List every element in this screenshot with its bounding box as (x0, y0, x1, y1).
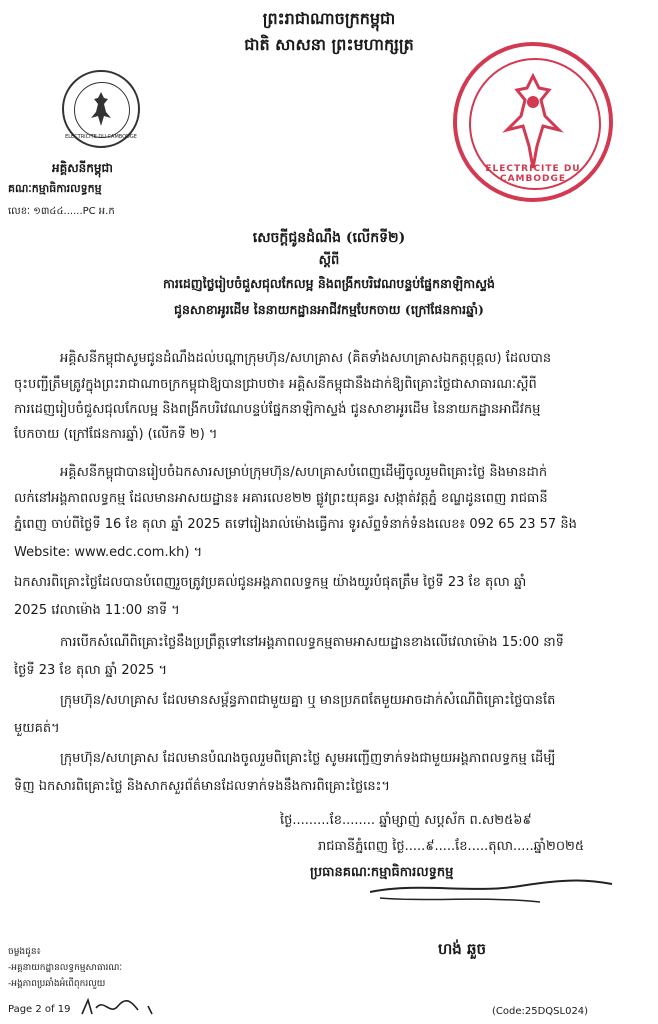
cc-title: ចម្លងជូន៖ (8, 947, 41, 957)
paragraph-2-line-1: អគ្គិសនីកម្ពុជាបានរៀបចំឯកសារសម្រាប់ក្រុមហ៊ុន/សហគ្រាសបំពេញដើម្បីចូលរួមពិគ្រោះថ្លៃ និងមានដាក់ (60, 465, 548, 480)
paragraph-6-line-1: ក្រុមហ៊ុន/សហគ្រាស ដែលមានបំណងចូលរួមពិគ្រោះថ្លៃ សូមអញ្ជើញទាក់ទងជាមួយអង្គភាពលទ្ធកម្ម ដើម្បី (60, 751, 556, 766)
cc-line-1: -អគ្គនាយកដ្ឋានលទ្ធកម្មសាធារណៈ (8, 963, 123, 973)
cc-line-2: -អង្គភាពប្រឆាំងអំពើពុករលួយ (8, 979, 106, 989)
solar-date: រាជធានីភ្នំពេញ ថ្ងៃ.....៩.....ខែ.....តុលា.....ឆ្នាំ២០២៥ (318, 839, 585, 854)
paragraph-1-line-3: ការដេញរៀបចំជួសជុលកែលម្អ និងពង្រីកបរិវេណបន្ទប់ផ្នែកនាឡិកាស្ទង់ ជូនសាខាអូរដើម នៃនាយកដ្ឋានអាជីវកម្ម (14, 402, 541, 417)
seal-logo-text: ELECTRICITE DU CAMBODGE (65, 134, 137, 140)
paragraph-3-line-1: ឯកសារពិគ្រោះថ្លៃដែលបានបំពេញរួចត្រូវប្រគល់ជូនអង្គភាពលទ្ធកម្ម យ៉ាងយូរបំផុតត្រឹម ថ្ងៃទី 23 ខែ តុលា ឆ្នាំ (14, 575, 527, 590)
page-number: Page 2 of 19 (8, 1004, 71, 1015)
edc-seal-logo (62, 70, 140, 148)
notice-subject-line2: ជូនសាខាអូរដើម នៃនាយកដ្ឋានអាជីវកម្មបែកចាយ (ក្រៅផែនការឆ្នាំ) (174, 302, 484, 317)
notice-subject-line1: ការដេញថ្លៃរៀបចំជួសជុលកែលម្អ និងពង្រីកបរិវេណបន្ទប់ផ្នែកនាឡិកាស្ទង់ (163, 276, 495, 291)
apsara-figure-icon (86, 90, 116, 128)
edc-official-stamp (453, 42, 613, 202)
paragraph-1-line-4: បែកចាយ (ក្រៅផែនការឆ្នាំ) (លើកទី ២) ។ (14, 427, 218, 442)
notice-subject-label: ស្ដីពី (318, 253, 340, 268)
national-motto: ជាតិ សាសនា ព្រះមហាក្សត្រ (244, 35, 414, 54)
paragraph-2-line-2: លក់នៅអង្គភាពលទ្ធកម្ម ដែលមានអាសយដ្ឋាន៖ អគារលេខ២២ ផ្លូវព្រះយុគន្ធរ សង្កាត់វត្តភ្នំ ខណ្ឌដូនពេញ រាជធានី (14, 491, 548, 506)
document-code: (Code:25DQSL024) (492, 1006, 589, 1017)
kingdom-title: ព្រះរាជាណាចក្រកម្ពុជា (262, 9, 396, 28)
signer-name: ហង់ ឆួច (438, 940, 487, 958)
paragraph-4-line-2: ថ្ងៃទី 23 ខែ តុលា ឆ្នាំ 2025 ។ (14, 663, 168, 678)
lunar-date: ថ្ងៃ.........ខែ........ ឆ្នាំម្សាញ់ សប្តស័ក ព.ស២៥៦៩ (280, 813, 532, 828)
paragraph-1-line-2: ចុះបញ្ជីត្រឹមត្រូវក្នុងព្រះរាជាណាចក្រកម្ពុជាឱ្យបានជ្រាបថា៖ អគ្គិសនីកម្ពុជានឹងដាក់ឱ្យពិគ្រោះថ្លៃជាសាធារណៈស្ដីពី (14, 377, 537, 392)
signer-title: ប្រធានគណៈកម្មាធិការលទ្ធកម្ម (310, 865, 454, 880)
paragraph-2-line-4: Website: www.edc.com.kh) ។ (14, 545, 203, 560)
paragraph-4-line-1: ការបើកសំណើពិគ្រោះថ្លៃនឹងប្រព្រឹត្តទៅនៅអង្គភាពលទ្ធកម្មតាមអាសយដ្ឋានខាងលើវេលាម៉ោង 15:00 នាទី (60, 635, 564, 650)
paragraph-5-line-2: មួយគត់។ (14, 721, 60, 736)
org-name: អគ្គិសនីកម្ពុជា (52, 161, 113, 175)
org-committee: គណៈកម្មាធិការលទ្ធកម្ម (8, 182, 102, 195)
reference-number: លេខៈ ១៣៤៤......PC អ.ក (8, 206, 115, 217)
initials-icon (78, 996, 168, 1020)
paragraph-1-line-1: អគ្គិសនីកម្ពុជាសូមជូនដំណឹងដល់បណ្ដាក្រុមហ៊ុន/សហគ្រាស (គិតទាំងសហគ្រាសឯកត្តបុគ្គល) ដែលបាន (60, 351, 552, 366)
paragraph-2-line-3: ភ្នំពេញ ចាប់ពីថ្ងៃទី 16 ខែ តុលា ឆ្នាំ 2025 តទៅរៀងរាល់ម៉ោងធ្វើការ ទូរស័ព្ទទំនាក់ទំនងលេខ៖ 092 65 23 57 និង (14, 517, 577, 532)
stamp-text: ELECTRICITE DU CAMBODGE (485, 164, 581, 184)
paragraph-5-line-1: ក្រុមហ៊ុន/សហគ្រាស ដែលមានសម្ព័ន្ធភាពជាមួយគ្នា ឬ មានប្រភពតែមួយអាចដាក់សំណើពិគ្រោះថ្លៃបានតែ (60, 693, 556, 708)
notice-title: សេចក្ដីជូនដំណឹង (លើកទី២) (252, 230, 406, 246)
paragraph-6-line-2: ទិញ ឯកសារពិគ្រោះថ្លៃ និងសាកសួរព័ត៌មានដែលទាក់ទងនឹងការពិគ្រោះថ្លៃនេះ។ (14, 779, 390, 794)
paragraph-3-line-2: 2025 វេលាម៉ោង 11:00 នាទី ។ (14, 603, 180, 618)
stamp-figure-icon (497, 72, 569, 172)
handwritten-signature-icon (360, 872, 620, 932)
